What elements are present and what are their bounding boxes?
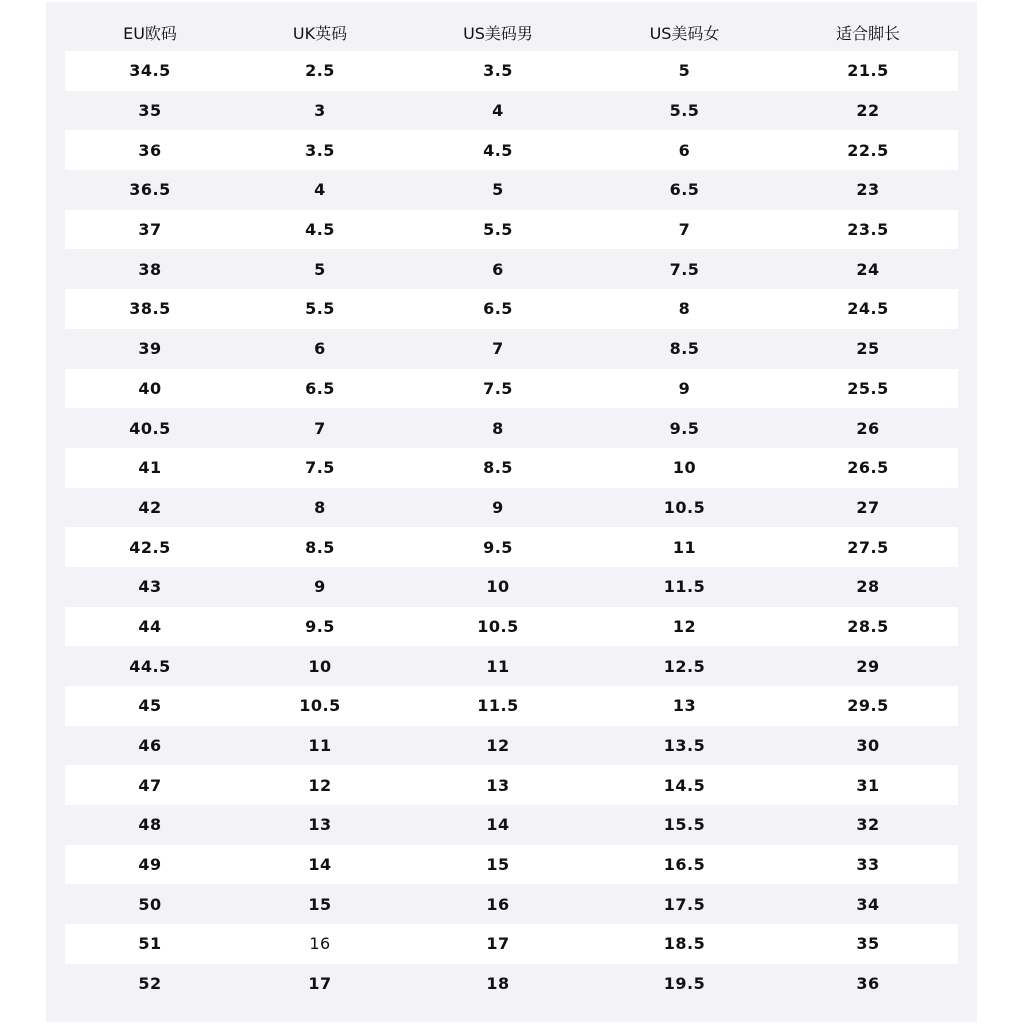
us-men-size-cell: 18 [486,974,510,994]
eu-size-cell: 48 [138,815,162,835]
us-women-size-cell: 9 [678,378,691,398]
uk-size-cell: 10.5 [299,696,341,716]
uk-size-cell: 2.5 [305,61,335,81]
table-row [65,805,958,845]
eu-size-cell: 39 [138,339,162,359]
uk-size-cell: 11 [308,736,332,756]
header-foot-length: 适合脚长 [835,24,900,43]
us-men-size-cell: 9 [492,497,504,517]
us-men-size-cell: 4 [492,101,504,121]
eu-size-cell: 36 [138,140,162,160]
eu-size-cell: 50 [138,894,162,914]
us-women-size-cell: 13 [672,696,697,716]
uk-size-cell: 4.5 [305,220,335,240]
foot-length-cell: 24.5 [847,299,889,319]
us-women-size-cell: 11.5 [663,577,706,597]
us-men-size-cell: 15 [486,855,510,875]
us-women-size-cell: 10.5 [663,497,706,517]
us-men-size-cell: 17 [486,934,510,954]
eu-size-cell: 52 [138,974,162,994]
us-men-size-cell: 3.5 [483,61,513,81]
table-row [65,130,958,170]
foot-length-cell: 22 [856,101,880,121]
us-women-size-cell: 11 [672,537,697,557]
us-men-size-cell: 13 [486,775,510,795]
us-men-size-cell: 5 [492,180,504,200]
table-row [65,964,958,1004]
eu-size-cell: 51 [138,934,162,954]
foot-length-cell: 27 [856,497,880,517]
eu-size-cell: 44.5 [129,656,171,676]
eu-size-cell: 38 [138,259,162,279]
uk-size-cell: 9 [314,577,326,597]
header-eu: EU欧码 [123,24,177,43]
foot-length-cell: 35 [856,934,880,954]
foot-length-cell: 30 [856,736,880,756]
uk-size-cell: 6 [314,339,326,359]
table-row [65,51,958,91]
foot-length-cell: 26.5 [847,458,889,478]
uk-size-cell: 9.5 [305,616,335,636]
uk-size-cell: 3.5 [305,140,335,160]
us-men-size-cell: 11 [486,656,510,676]
uk-size-cell: 17 [308,974,332,994]
eu-size-cell: 40 [138,378,162,398]
uk-size-cell: 10 [308,656,332,676]
us-women-size-cell: 10 [672,458,697,478]
table-row [65,249,958,289]
uk-size-cell: 7 [314,418,326,438]
foot-length-cell: 28 [856,577,880,597]
uk-size-cell: 5.5 [305,299,335,319]
foot-length-cell: 21.5 [847,61,889,81]
us-men-size-cell: 7.5 [483,378,513,398]
eu-size-cell: 44 [138,616,162,636]
table-row [65,329,958,369]
eu-size-cell: 36.5 [129,180,171,200]
us-women-size-cell: 5.5 [669,101,700,121]
eu-size-cell: 37 [138,220,162,240]
us-women-size-cell: 6 [678,140,691,160]
us-women-size-cell: 8 [678,299,691,319]
header-uk: UK英码 [292,24,348,43]
us-women-size-cell: 8.5 [669,339,700,359]
foot-length-cell: 31 [856,775,880,795]
us-women-size-cell: 19.5 [663,974,706,994]
us-women-size-cell: 18.5 [663,934,706,954]
foot-length-cell: 25.5 [847,378,889,398]
eu-size-cell: 42 [138,497,162,517]
us-men-size-cell: 6 [492,259,504,279]
eu-size-cell: 40.5 [129,418,171,438]
foot-length-cell: 33 [856,855,880,875]
foot-length-cell: 32 [856,815,880,835]
eu-size-cell: 43 [138,577,162,597]
table-row [65,369,958,409]
uk-size-cell: 14 [308,855,332,875]
uk-size-cell: 12 [308,775,332,795]
us-men-size-cell: 11.5 [477,696,519,716]
table-row [65,924,958,964]
us-men-size-cell: 4.5 [483,140,513,160]
foot-length-cell: 26 [856,418,880,438]
eu-size-cell: 46 [138,736,162,756]
table-row [65,845,958,885]
us-men-size-cell: 7 [492,339,504,359]
table-row [65,884,958,924]
us-women-size-cell: 16.5 [663,855,706,875]
table-row [65,726,958,766]
table-row [65,646,958,686]
uk-size-cell: 8.5 [305,537,335,557]
foot-length-cell: 34 [856,894,880,914]
us-women-size-cell: 7 [678,220,691,240]
us-men-size-cell: 9.5 [483,537,513,557]
foot-length-cell: 27.5 [847,537,889,557]
uk-size-cell: 6.5 [305,378,335,398]
foot-length-cell: 24 [856,259,880,279]
table-row [65,91,958,131]
foot-length-cell: 28.5 [847,616,889,636]
us-men-size-cell: 8 [492,418,504,438]
table-row [65,448,958,488]
table-header-row [65,14,958,51]
foot-length-cell: 29.5 [847,696,889,716]
us-men-size-cell: 10 [486,577,510,597]
eu-size-cell: 47 [138,775,162,795]
us-women-size-cell: 13.5 [663,736,706,756]
table-row [65,488,958,528]
eu-size-cell: 49 [138,855,162,875]
size-chart-panel [46,2,977,1022]
table-row [65,210,958,250]
table-row [65,686,958,726]
uk-size-cell: 15 [308,894,332,914]
table-row [65,607,958,647]
eu-size-cell: 41 [138,458,162,478]
foot-length-cell: 23.5 [847,220,889,240]
eu-size-cell: 38.5 [129,299,171,319]
us-women-size-cell: 12 [672,616,697,636]
us-women-size-cell: 7.5 [669,259,700,279]
us-women-size-cell: 14.5 [663,775,706,795]
foot-length-cell: 22.5 [847,140,889,160]
eu-size-cell: 34.5 [129,61,171,81]
us-women-size-cell: 12.5 [663,656,706,676]
table-row [65,170,958,210]
eu-size-cell: 45 [138,696,162,716]
us-women-size-cell: 5 [678,61,691,81]
size-chart-table [65,14,958,1004]
uk-size-cell: 7.5 [305,458,335,478]
table-row [65,527,958,567]
header-us-women: US美码女 [649,24,720,43]
foot-length-cell: 23 [856,180,880,200]
foot-length-cell: 29 [856,656,880,676]
foot-length-cell: 25 [856,339,880,359]
us-women-size-cell: 15.5 [663,815,706,835]
us-men-size-cell: 5.5 [483,220,513,240]
table-row [65,567,958,607]
uk-size-cell: 13 [308,815,332,835]
us-women-size-cell: 6.5 [669,180,700,200]
foot-length-cell: 36 [856,974,880,994]
us-men-size-cell: 8.5 [483,458,513,478]
us-men-size-cell: 14 [486,815,510,835]
header-us-men: US美码男 [463,24,533,43]
us-women-size-cell: 9.5 [669,418,700,438]
uk-size-cell: 3 [314,101,326,121]
eu-size-cell: 42.5 [129,537,171,557]
eu-size-cell: 35 [138,101,162,121]
us-men-size-cell: 10.5 [477,616,519,636]
us-men-size-cell: 6.5 [483,299,513,319]
us-men-size-cell: 12 [486,736,510,756]
table-row [65,408,958,448]
table-row [65,765,958,805]
uk-size-cell: 4 [314,180,326,200]
us-women-size-cell: 17.5 [663,894,706,914]
uk-size-cell: 16 [309,934,331,954]
uk-size-cell: 5 [314,259,326,279]
us-men-size-cell: 16 [486,894,510,914]
uk-size-cell: 8 [314,497,326,517]
table-row [65,289,958,329]
